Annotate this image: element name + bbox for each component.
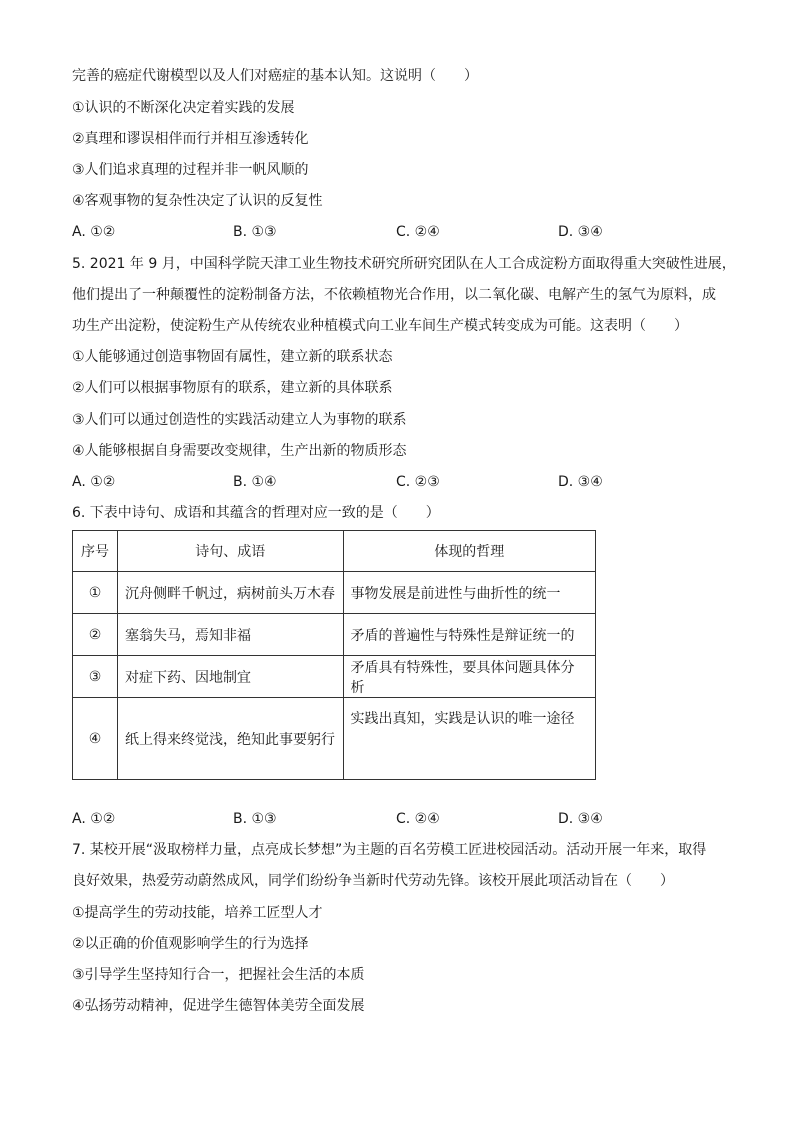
q5-stem-line-3: 功生产出淀粉，使淀粉生产从传统农业种植模式向工业车间生产模式转变成为可能。这表明（ ） [72, 318, 688, 334]
table-header-cell: 序号 [73, 531, 118, 572]
table-header-cell: 体现的哲理 [343, 531, 596, 572]
q6-option-a[interactable]: A. ①② [72, 811, 116, 827]
table-cell: 矛盾的普遍性与特殊性是辩证统一的 [343, 614, 596, 656]
q5-option-c[interactable]: C. ②③ [396, 474, 440, 490]
q6-option-c[interactable]: C. ②④ [396, 811, 440, 827]
table-header-cell: 诗句、成语 [117, 531, 343, 572]
table-cell: ① [73, 572, 118, 614]
q5-item-1: ①人能够通过创造事物固有属性，建立新的联系状态 [72, 349, 393, 365]
table-row [73, 698, 596, 780]
q5-option-a[interactable]: A. ①② [72, 474, 116, 490]
table-header-row [73, 531, 596, 572]
q4-item-2: ②真理和谬误相伴而行并相互渗透转化 [72, 131, 309, 147]
q7-item-1: ①提高学生的劳动技能，培养工匠型人才 [72, 905, 323, 921]
table-cell: ④ [73, 698, 118, 780]
q5-option-d[interactable]: D. ③④ [558, 474, 603, 490]
table-cell: 事物发展是前进性与曲折性的统一 [343, 572, 596, 614]
philosophy-table [72, 530, 596, 780]
q6-option-b[interactable]: B. ①③ [233, 811, 277, 827]
q4-item-1: ①认识的不断深化决定着实践的发展 [72, 100, 295, 116]
q7-item-4: ④弘扬劳动精神，促进学生德智体美劳全面发展 [72, 998, 365, 1014]
table-cell: 纸上得来终觉浅，绝知此事要躬行 [117, 698, 343, 780]
q4-option-b[interactable]: B. ①③ [233, 224, 277, 240]
q4-option-d[interactable]: D. ③④ [558, 224, 603, 240]
table-cell: ③ [73, 656, 118, 698]
q5-item-4: ④人能够根据自身需要改变规律，生产出新的物质形态 [72, 443, 407, 459]
q4-stem: 完善的癌症代谢模型以及人们对癌症的基本认知。这说明（ ） [72, 68, 478, 84]
q7-item-2: ②以正确的价值观影响学生的行为选择 [72, 936, 309, 952]
q7-item-3: ③引导学生坚持知行合一，把握社会生活的本质 [72, 967, 365, 983]
q4-item-3: ③人们追求真理的过程并非一帆风顺的 [72, 162, 309, 178]
q4-item-4: ④客观事物的复杂性决定了认识的反复性 [72, 193, 323, 209]
q5-item-3: ③人们可以通过创造性的实践活动建立人为事物的联系 [72, 412, 407, 428]
q4-options [72, 222, 722, 242]
q5-option-b[interactable]: B. ①④ [233, 474, 277, 490]
table-cell: 实践出真知，实践是认识的唯一途径 [343, 698, 596, 780]
q5-stem-line-1: 5. 2021 年 9 月，中国科学院天津工业生物技术研究所研究团队在人工合成淀粉方面取得重大突破性进展， [72, 256, 736, 272]
q7-stem-line-1: 7. 某校开展“汲取榜样力量，点亮成长梦想”为主题的百名劳模工匠进校园活动。活动开展一年来，取得 [72, 842, 707, 858]
q6-option-d[interactable]: D. ③④ [558, 811, 603, 827]
table-cell: ② [73, 614, 118, 656]
table-row [73, 656, 596, 698]
table-cell: 矛盾具有特殊性，要具体问题具体分析 [343, 656, 596, 698]
q7-stem-line-2: 良好效果，热爱劳动蔚然成风，同学们纷纷争当新时代劳动先锋。该校开展此项活动旨在（ ） [72, 873, 674, 889]
q5-item-2: ②人们可以根据事物原有的联系，建立新的具体联系 [72, 380, 393, 396]
q5-stem-line-2: 他们提出了一种颠覆性的淀粉制备方法，不依赖植物光合作用，以二氧化碳、电解产生的氢气为原料，成 [72, 287, 716, 303]
q4-option-a[interactable]: A. ①② [72, 224, 116, 240]
q5-options [72, 472, 722, 492]
table-cell: 对症下药、因地制宜 [117, 656, 343, 698]
table-row [73, 614, 596, 656]
q6-stem: 6. 下表中诗句、成语和其蕴含的哲理对应一致的是（ ） [72, 505, 440, 521]
q4-option-c[interactable]: C. ②④ [396, 224, 440, 240]
q6-options [72, 809, 722, 829]
table-row [73, 572, 596, 614]
table-cell: 塞翁失马，焉知非福 [117, 614, 343, 656]
table-cell: 沉舟侧畔千帆过，病树前头万木春 [117, 572, 343, 614]
